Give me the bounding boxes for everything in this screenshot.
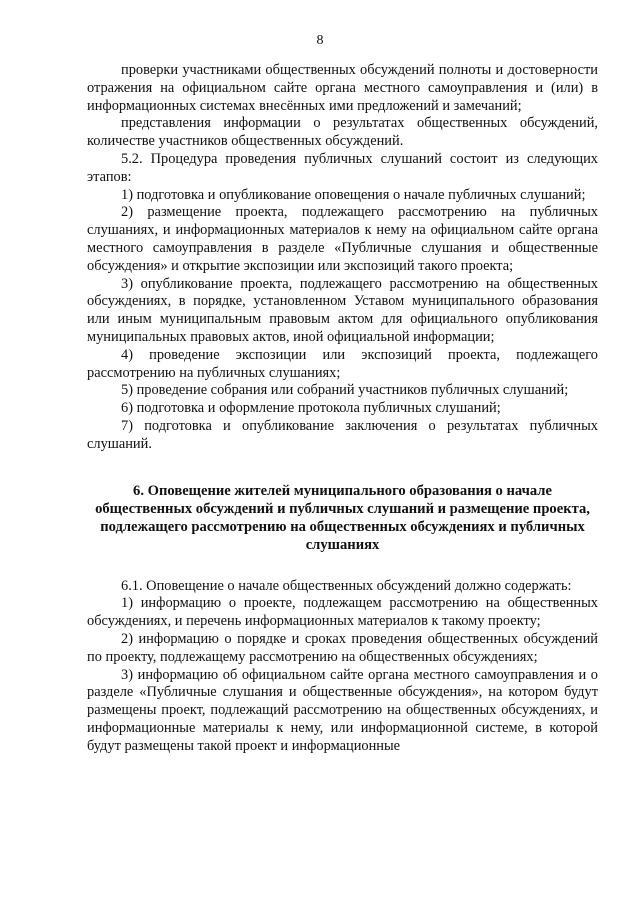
list-item: 2) информацию о порядке и сроках проведения общественных обсуждений по проекту, подлежащему рассмотрению на общественных обсуждениях; — [87, 630, 598, 665]
list-item: 2) размещение проекта, подлежащего рассмотрению на публичных слушаниях, и информационных материалов к нему на официальном сайте органа местного самоуправления в разделе «Публичные слушания и общественные обсуждения» и открытие экспозиции или экспозиций такого проекта; — [87, 204, 598, 274]
list-item: 1) информацию о проекте, подлежащем рассмотрению на общественных обсуждениях, и перечень информационных материалов к такому проекту; — [87, 595, 598, 630]
list-item: 3) опубликование проекта, подлежащего рассмотрению на общественных обсуждениях, в порядке, установленном Уставом муниципального образования или иным муниципальным правовым актом для официального опубликования муниципальных правовых актов, иной официальной информации; — [87, 275, 598, 345]
page-number: 8 — [316, 33, 324, 48]
section-heading: 6. Оповещение жителей муниципального образования о начале общественных обсуждений и публичных слушаний и размещение проекта, подлежащего рассмотрению на общественных обсуждениях и публичных слушаниях — [95, 482, 590, 553]
list-item: 3) информацию об официальном сайте органа местного самоуправления и о разделе «Публичные слушания и общественные обсуждения», на котором будут размещены проект, подлежащий рассмотрению на общественных обсуждениях, и информационные материалы к нему, или информационной системе, в которой будут размещены такой проект и информационные — [87, 666, 598, 754]
paragraph: 5.2. Процедура проведения публичных слушаний состоит из следующих этапов: — [87, 150, 598, 185]
list-item: 5) проведение собрания или собраний участников публичных слушаний; — [121, 382, 569, 399]
list-item: 4) проведение экспозиции или экспозиций проекта, подлежащего рассмотрению на публичных слушаниях; — [87, 346, 598, 381]
paragraph: проверки участниками общественных обсуждений полноты и достоверности отражения на официальном сайте органа местного самоуправления и (или) в информационных системах внесённых ими предложений и замечаний; — [87, 62, 598, 114]
list-item: 6) подготовка и оформление протокола публичных слушаний; — [121, 400, 501, 417]
list-item: 7) подготовка и опубликование заключения о результатах публичных слушаний. — [87, 417, 598, 452]
paragraph: представления информации о результатах общественных обсуждений, количестве участников общественных обсуждений. — [87, 115, 598, 150]
paragraph: 6.1. Оповещение о начале общественных обсуждений должно содержать: — [121, 577, 572, 594]
list-item: 1) подготовка и опубликование оповещения о начале публичных слушаний; — [121, 186, 586, 203]
document-body — [87, 62, 598, 756]
